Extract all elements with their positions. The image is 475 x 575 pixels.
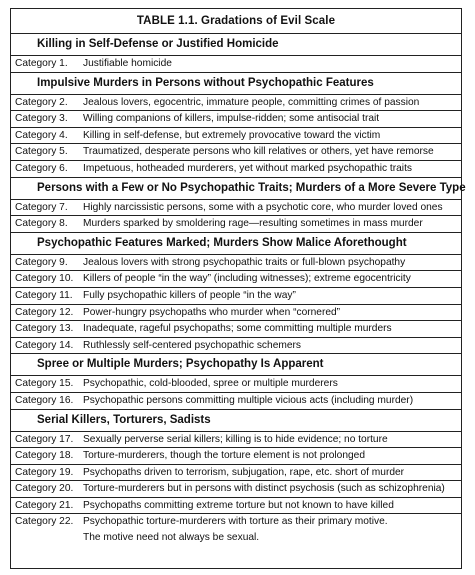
category-label: Category 6. [15,162,68,174]
category-description [83,376,461,392]
table-row [11,128,461,145]
section-heading: Serial Killers, Torturers, Sadists [11,410,461,432]
table-row [11,216,461,233]
category-label: Category 16. [15,394,74,406]
description-text: Jealous lovers, egocentric, immature people, committing crimes of passion [83,96,420,108]
category-description [83,481,461,497]
table-row [11,144,461,161]
table-row [11,481,461,498]
category-description [83,448,461,464]
section-heading: Psychopathic Features Marked; Murders Show Malice Aforethought [11,233,461,255]
table-row [11,376,461,393]
category-label: Category 10. [15,273,74,285]
category-description [83,498,461,514]
table-title: TABLE 1.1. Gradations of Evil Scale [11,9,461,34]
table-row [11,338,461,355]
section-heading: Impulsive Murders in Persons without Psychopathic Features [11,73,461,95]
description-text: Psychopathic, cold-blooded, spree or multiple murderers [83,378,338,390]
category-description [83,288,461,304]
category-label: Category 14. [15,339,74,351]
description-text: Psychopaths committing extreme torture but not known to have killed [83,499,394,511]
table-row [11,514,461,546]
category-label: Category 22. [15,516,74,528]
description-text: Jealous lovers with strong psychopathic traits or full-blown psychopathy [83,256,406,268]
table-row [11,56,461,73]
description-text: Psychopathic torture-murderers with torture as their primary motive. [83,516,388,528]
category-description [83,161,461,177]
table-row [11,161,461,178]
table-row [11,200,461,217]
category-label: Category 11. [15,289,73,301]
description-text: Psychopathic persons committing multiple vicious acts (including murder) [83,394,414,406]
category-label: Category 21. [15,499,74,511]
category-description [83,465,461,481]
category-description [83,321,461,337]
category-description [83,200,461,216]
description-text: Traumatized, desperate persons who kill relatives or others, yet have remorse [83,146,434,158]
table-row [11,271,461,288]
category-label: Category 7. [15,201,68,213]
description-text: Ruthlessly self-centered psychopathic schemers [83,339,301,351]
description-text: Torture-murderers, though the torture element is not prolonged [83,450,366,462]
category-description [83,56,461,72]
category-description [83,393,461,409]
category-label: Category 9. [15,256,68,268]
description-text: Killing in self-defense, but extremely provocative toward the victim [83,129,381,141]
description-text: Psychopaths driven to terrorism, subjugation, rape, etc. short of murder [83,466,405,478]
table-row [11,305,461,322]
category-description [83,271,461,287]
table-section [11,34,461,73]
table-section [11,178,466,233]
section-heading: Persons with a Few or No Psychopathic Traits; Murders of a More Severe Type [11,178,461,200]
category-label: Category 15. [15,378,74,390]
table-row [11,95,461,112]
category-label: Category 2. [15,96,68,108]
table-body [11,34,466,546]
category-label: Category 17. [15,433,74,445]
category-label: Category 19. [15,466,74,478]
table-section [11,410,461,547]
category-description [83,95,461,111]
category-label: Category 12. [15,306,74,318]
table-row [11,448,461,465]
table-row [11,255,461,272]
description-text: Power-hungry psychopaths who murder when “cornered” [83,306,341,318]
section-heading: Spree or Multiple Murders; Psychopathy Is Apparent [11,354,461,376]
category-description [83,111,461,127]
description-continuation: The motive need not always be sexual. [83,532,260,544]
category-description [83,338,461,354]
description-text: Impetuous, hotheaded murderers, yet without marked psychopathic traits [83,162,412,174]
category-description [83,432,461,448]
section-heading: Killing in Self-Defense or Justified Homicide [11,34,461,56]
category-label: Category 20. [15,483,74,495]
table-section [11,354,461,409]
category-description [83,514,461,546]
description-text: Fully psychopathic killers of people “in the way” [83,289,296,301]
table-row [11,432,461,449]
table-section [11,73,461,178]
category-label: Category 8. [15,218,68,230]
category-label: Category 3. [15,113,68,125]
category-label: Category 4. [15,129,68,141]
category-label: Category 5. [15,146,68,158]
description-text: Willing companions of killers, impulse-ridden; some antisocial trait [83,113,380,125]
description-text: Sexually perverse serial killers; killing is to hide evidence; no torture [83,433,388,445]
description-text: Justifiable homicide [83,58,172,69]
table-row [11,321,461,338]
category-description [83,216,461,232]
category-description [83,144,461,160]
table-row [11,111,461,128]
table-row [11,498,461,515]
table-section [11,233,461,355]
description-text: Inadequate, rageful psychopaths; some committing multiple murders [83,323,392,335]
category-description [83,128,461,144]
category-description [83,305,461,321]
category-label: Category 18. [15,450,74,462]
category-description [83,255,461,271]
category-label: Category 1. [15,58,68,69]
table-row [11,288,461,305]
description-text: Murders sparked by smoldering rage—resulting sometimes in mass murder [83,218,423,230]
description-text: Highly narcissistic persons, some with a psychotic core, who murder loved ones [83,201,443,213]
gradations-table [10,8,466,569]
description-text: Killers of people “in the way” (including witnesses); extreme egocentricity [83,273,411,285]
category-label: Category 13. [15,323,74,335]
table-row [11,465,461,482]
table-row [11,393,461,410]
description-text: Torture-murderers but in persons with distinct psychosis (such as schizophrenia) [83,483,445,495]
